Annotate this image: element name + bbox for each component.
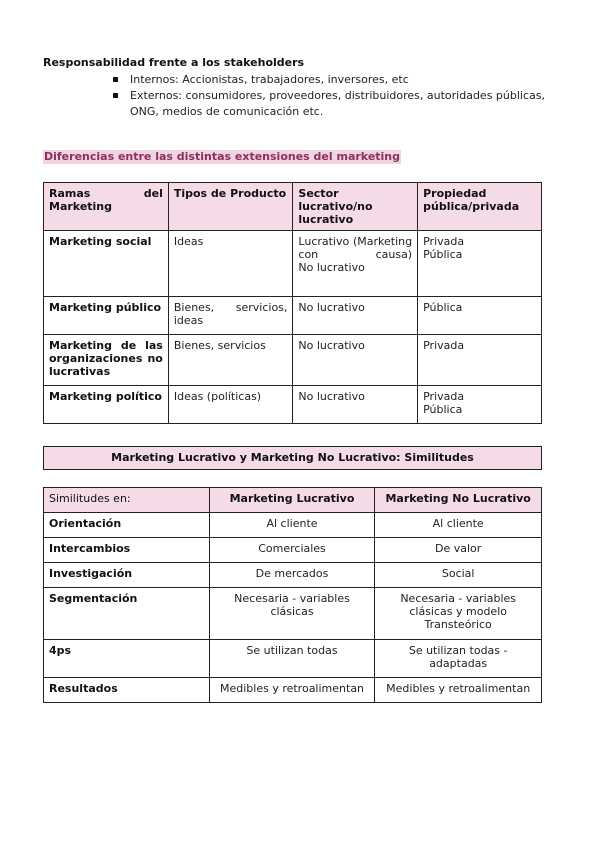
cell-sector xyxy=(293,231,418,297)
table-header-row xyxy=(44,183,542,231)
table-row xyxy=(44,386,542,424)
header-sector: Sector lucrativo/no lucrativo xyxy=(293,183,418,231)
table-row xyxy=(44,678,542,703)
cell-aspect: Resultados xyxy=(44,678,210,703)
header-similitudes: Similitudes en: xyxy=(44,488,210,513)
table-row xyxy=(44,231,542,297)
cell-propiedad-line: Privada xyxy=(423,390,465,403)
cell-tipo: Bienes, servicios xyxy=(168,335,293,386)
header-propiedad: Propiedad pública/privada xyxy=(418,183,542,231)
table-row xyxy=(44,297,542,335)
cell-aspect: Orientación xyxy=(44,513,210,538)
cell-sector: No lucrativo xyxy=(293,386,418,424)
cell-lucrativo: Comerciales xyxy=(209,538,375,563)
cell-propiedad-line: Pública xyxy=(423,248,463,261)
table-row xyxy=(44,640,542,678)
similarities-table xyxy=(43,487,542,703)
cell-rama: Marketing político xyxy=(44,386,169,424)
similarities-banner: Marketing Lucrativo y Marketing No Lucrativo: Similitudes xyxy=(43,446,542,470)
cell-no-lucrativo: Medibles y retroalimentan xyxy=(375,678,542,703)
cell-propiedad-line: Pública xyxy=(423,403,463,416)
cell-no-lucrativo: Al cliente xyxy=(375,513,542,538)
cell-tipo: Ideas (políticas) xyxy=(168,386,293,424)
cell-aspect: 4ps xyxy=(44,640,210,678)
cell-rama: Marketing de las organizaciones no lucrativas xyxy=(44,335,169,386)
cell-sector-line: Lucrativo (Marketing con causa) xyxy=(298,235,413,261)
cell-aspect: Intercambios xyxy=(44,538,210,563)
cell-lucrativo: Se utilizan todas xyxy=(209,640,375,678)
cell-propiedad: Pública xyxy=(418,297,542,335)
table-row xyxy=(44,588,542,640)
cell-sector-line: No lucrativo xyxy=(298,261,365,274)
cell-rama: Marketing social xyxy=(44,231,169,297)
extensions-heading: Diferencias entre las distintas extensiones del marketing xyxy=(44,150,401,163)
table-header-row xyxy=(44,488,542,513)
cell-lucrativo: Al cliente xyxy=(209,513,375,538)
cell-lucrativo: Medibles y retroalimentan xyxy=(209,678,375,703)
header-no-lucrativo: Marketing No Lucrativo xyxy=(375,488,542,513)
cell-no-lucrativo: De valor xyxy=(375,538,542,563)
header-lucrativo: Marketing Lucrativo xyxy=(209,488,375,513)
cell-lucrativo: Necesaria - variables clásicas xyxy=(209,588,375,640)
stakeholders-heading: Responsabilidad frente a los stakeholders xyxy=(43,56,305,69)
stakeholders-list xyxy=(113,72,553,120)
cell-rama: Marketing público xyxy=(44,297,169,335)
cell-no-lucrativo: Social xyxy=(375,563,542,588)
cell-propiedad xyxy=(418,386,542,424)
cell-aspect: Investigación xyxy=(44,563,210,588)
cell-aspect: Segmentación xyxy=(44,588,210,640)
list-item: Externos: consumidores, proveedores, distribuidores, autoridades públicas, ONG, medios de comunicación etc. xyxy=(113,88,553,120)
header-ramas: Ramas del Marketing xyxy=(44,183,169,231)
cell-no-lucrativo: Necesaria - variables clásicas y modelo Transteórico xyxy=(375,588,542,640)
table-row xyxy=(44,538,542,563)
cell-propiedad: Privada xyxy=(418,335,542,386)
cell-propiedad xyxy=(418,231,542,297)
header-tipos: Tipos de Producto xyxy=(168,183,293,231)
cell-sector: No lucrativo xyxy=(293,335,418,386)
cell-no-lucrativo: Se utilizan todas - adaptadas xyxy=(375,640,542,678)
table-row xyxy=(44,513,542,538)
cell-tipo: Ideas xyxy=(168,231,293,297)
cell-lucrativo: De mercados xyxy=(209,563,375,588)
table-row xyxy=(44,563,542,588)
list-item: Internos: Accionistas, trabajadores, inversores, etc xyxy=(113,72,553,88)
cell-tipo: Bienes, servicios, ideas xyxy=(168,297,293,335)
extensions-table xyxy=(43,182,542,424)
cell-propiedad-line: Privada xyxy=(423,235,465,248)
cell-sector: No lucrativo xyxy=(293,297,418,335)
table-row xyxy=(44,335,542,386)
